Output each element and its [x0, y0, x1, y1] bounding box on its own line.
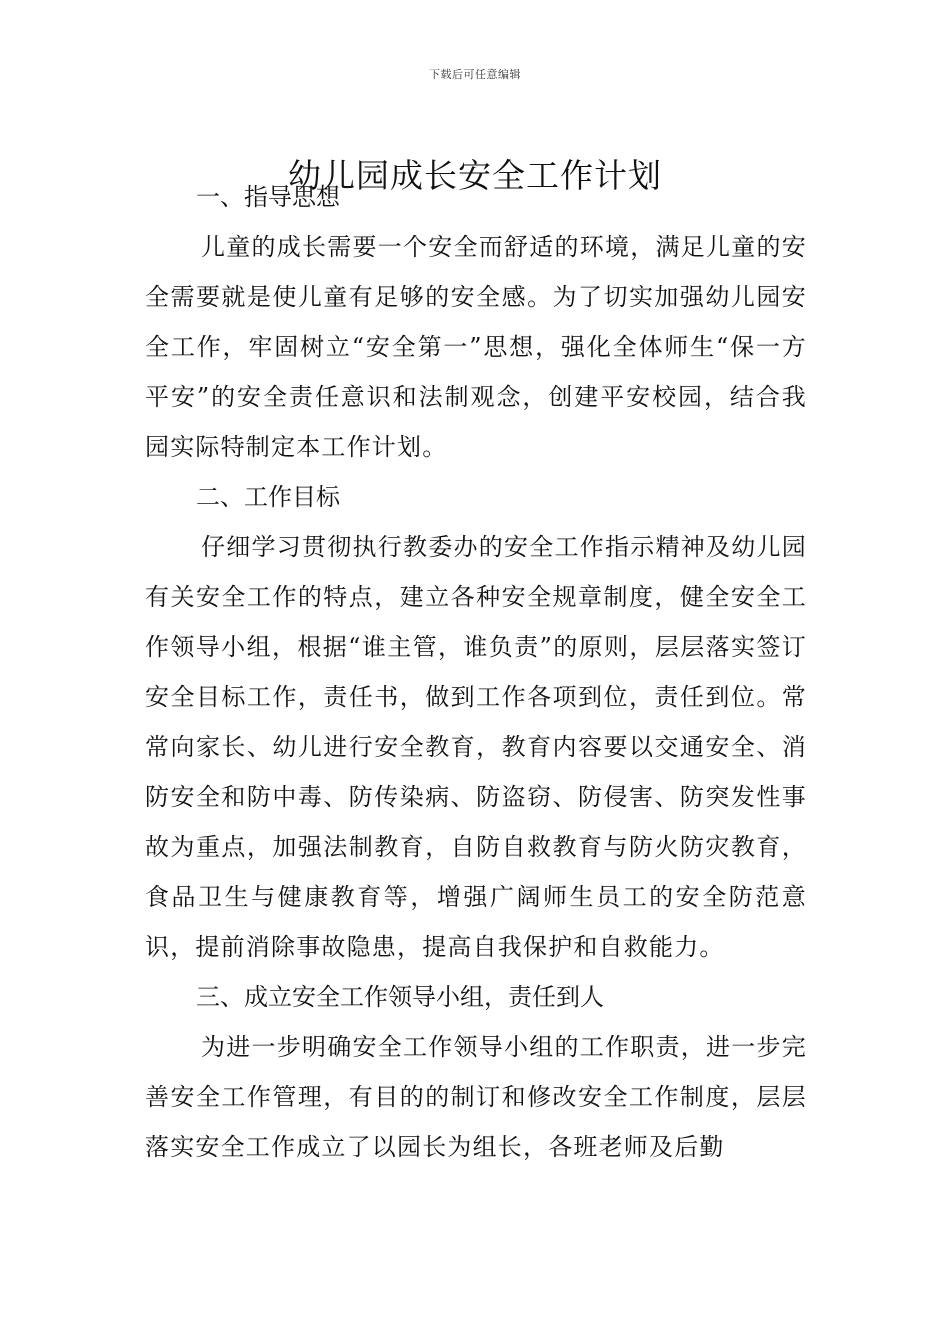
document-title: 幼儿园成长安全工作计划: [288, 156, 662, 196]
header-note: 下载后可任意编辑: [429, 68, 521, 81]
section-heading-work-goals: 二、工作目标: [196, 483, 340, 511]
section-paragraph-work-goals: 仔细学习贯彻执行教委办的安全工作指示精神及幼儿园有关安全工作的特点，建立各种安全规章制度，健全安全工作领导小组，根据“谁主管，谁负责”的原则，层层落实签订安全目标工作，责任书，做到工作各项到位，责任到位。常常向家长、幼儿进行安全教育，教育内容要以交通安全、消防安全和防中毒、防传染病、防盗窃、防侵害、防突发性事故为重点，加强法制教育，自防自救教育与防火防灾教育，食品卫生与健康教育等，增强广阔师生员工的安全防范意识，提前消除事故隐患，提高自我保护和自救能力。: [145, 533, 807, 961]
section-heading-leadership-group: 三、成立安全工作领导小组，责任到人: [196, 983, 604, 1011]
section-paragraph-guiding-ideology: 儿童的成长需要一个安全而舒适的环境，满足儿童的安全需要就是使儿童有足够的安全感。为了切实加强幼儿园安全工作，牢固树立“安全第一”思想，强化全体师生“保一方平安”的安全责任意识和法制观念，创建平安校园，结合我园实际特制定本工作计划。: [145, 233, 807, 461]
section-heading-guiding-ideology: 一、指导思想: [196, 183, 340, 211]
document-body: [145, 172, 807, 1172]
section-paragraph-leadership-group: 为进一步明确安全工作领导小组的工作职责，进一步完善安全工作管理，有目的的制订和修改安全工作制度，层层落实安全工作成立了以园长为组长，各班老师及后勤: [145, 1033, 807, 1161]
